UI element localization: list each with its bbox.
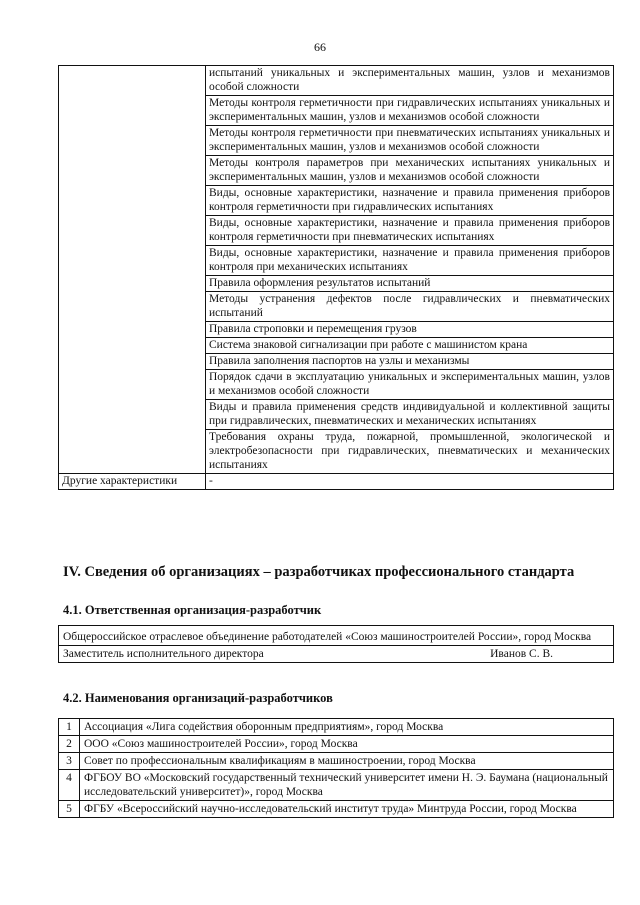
developer-name: Ассоциация «Лига содействия оборонным предприятиям», город Москва <box>80 719 614 736</box>
row-label-cell <box>59 66 206 474</box>
responsible-org-table <box>58 625 614 663</box>
developer-name: ООО «Союз машиностроителей России», город Москва <box>80 736 614 753</box>
page-number: 66 <box>314 40 326 54</box>
subsection-title-responsible: 4.1. Ответственная организация-разработчик <box>63 603 322 617</box>
signatory-row <box>63 647 609 661</box>
signatory-position: Заместитель исполнительного директора <box>63 648 264 660</box>
table-cell: Виды, основные характеристики, назначение и правила применения приборов контроля герметичности при гидравлических испытаниях <box>206 186 614 216</box>
table-cell: Порядок сдачи в эксплуатацию уникальных и экспериментальных машин, узлов и механизмов особой сложности <box>206 370 614 400</box>
table-row <box>59 646 614 663</box>
table-cell: Виды и правила применения средств индивидуальной и коллективной защиты при гидравлических, пневматических и механических испытаниях <box>206 400 614 430</box>
table-row <box>59 736 614 753</box>
table-row <box>59 626 614 646</box>
other-characteristics-label: Другие характеристики <box>59 474 206 490</box>
table-cell: Методы контроля герметичности при пневматических испытаниях уникальных и экспериментальных машин, узлов и механизмов особой сложности <box>206 126 614 156</box>
signatory-cell <box>59 646 614 663</box>
table-row <box>59 753 614 770</box>
table-row <box>59 66 614 96</box>
table-cell: Методы контроля параметров при механических испытаниях уникальных и экспериментальных машин, узлов и механизмов особой сложности <box>206 156 614 186</box>
table-row <box>59 801 614 818</box>
table-cell: испытаний уникальных и экспериментальных машин, узлов и механизмов особой сложности <box>206 66 614 96</box>
table-cell: Требования охраны труда, пожарной, промышленной, экологической и электробезопасности при гидравлических, пневматических и механических испытаниях <box>206 430 614 474</box>
other-characteristics-value: - <box>206 474 614 490</box>
row-number: 1 <box>59 719 80 736</box>
row-number: 3 <box>59 753 80 770</box>
developers-table <box>58 718 614 818</box>
signatory-name: Иванов С. В. <box>490 648 553 660</box>
subsection-title-developers: 4.2. Наименования организаций-разработчиков <box>63 691 333 705</box>
developer-name: Совет по профессиональным квалификациям в машиностроении, город Москва <box>80 753 614 770</box>
table-cell: Методы контроля герметичности при гидравлических испытаниях уникальных и экспериментальных машин, узлов и механизмов особой сложности <box>206 96 614 126</box>
developer-name: ФГБОУ ВО «Московский государственный технический университет имени Н. Э. Баумана (национальный исследовательский университет)», город Москва <box>80 770 614 801</box>
row-number: 4 <box>59 770 80 801</box>
section-title: IV. Сведения об организациях – разработчиках профессионального стандарта <box>63 564 575 580</box>
table-cell: Система знаковой сигнализации при работе с машинистом крана <box>206 338 614 354</box>
table-cell: Правила строповки и перемещения грузов <box>206 322 614 338</box>
row-number: 5 <box>59 801 80 818</box>
table-cell: Правила заполнения паспортов на узлы и механизмы <box>206 354 614 370</box>
table-row <box>59 770 614 801</box>
developer-name: ФГБУ «Всероссийский научно-исследовательский институт труда» Минтруда России, город Москва <box>80 801 614 818</box>
table-cell: Правила оформления результатов испытаний <box>206 276 614 292</box>
knowledge-table <box>58 65 614 490</box>
row-number: 2 <box>59 736 80 753</box>
table-cell: Методы устранения дефектов после гидравлических и пневматических испытаний <box>206 292 614 322</box>
responsible-org-name: Общероссийское отраслевое объединение работодателей «Союз машиностроителей России», город Москва <box>59 626 614 646</box>
table-row <box>59 719 614 736</box>
table-cell: Виды, основные характеристики, назначение и правила применения приборов контроля при механических испытаниях <box>206 246 614 276</box>
table-cell: Виды, основные характеристики, назначение и правила применения приборов контроля герметичности при пневматических испытаниях <box>206 216 614 246</box>
table-row <box>59 474 614 490</box>
